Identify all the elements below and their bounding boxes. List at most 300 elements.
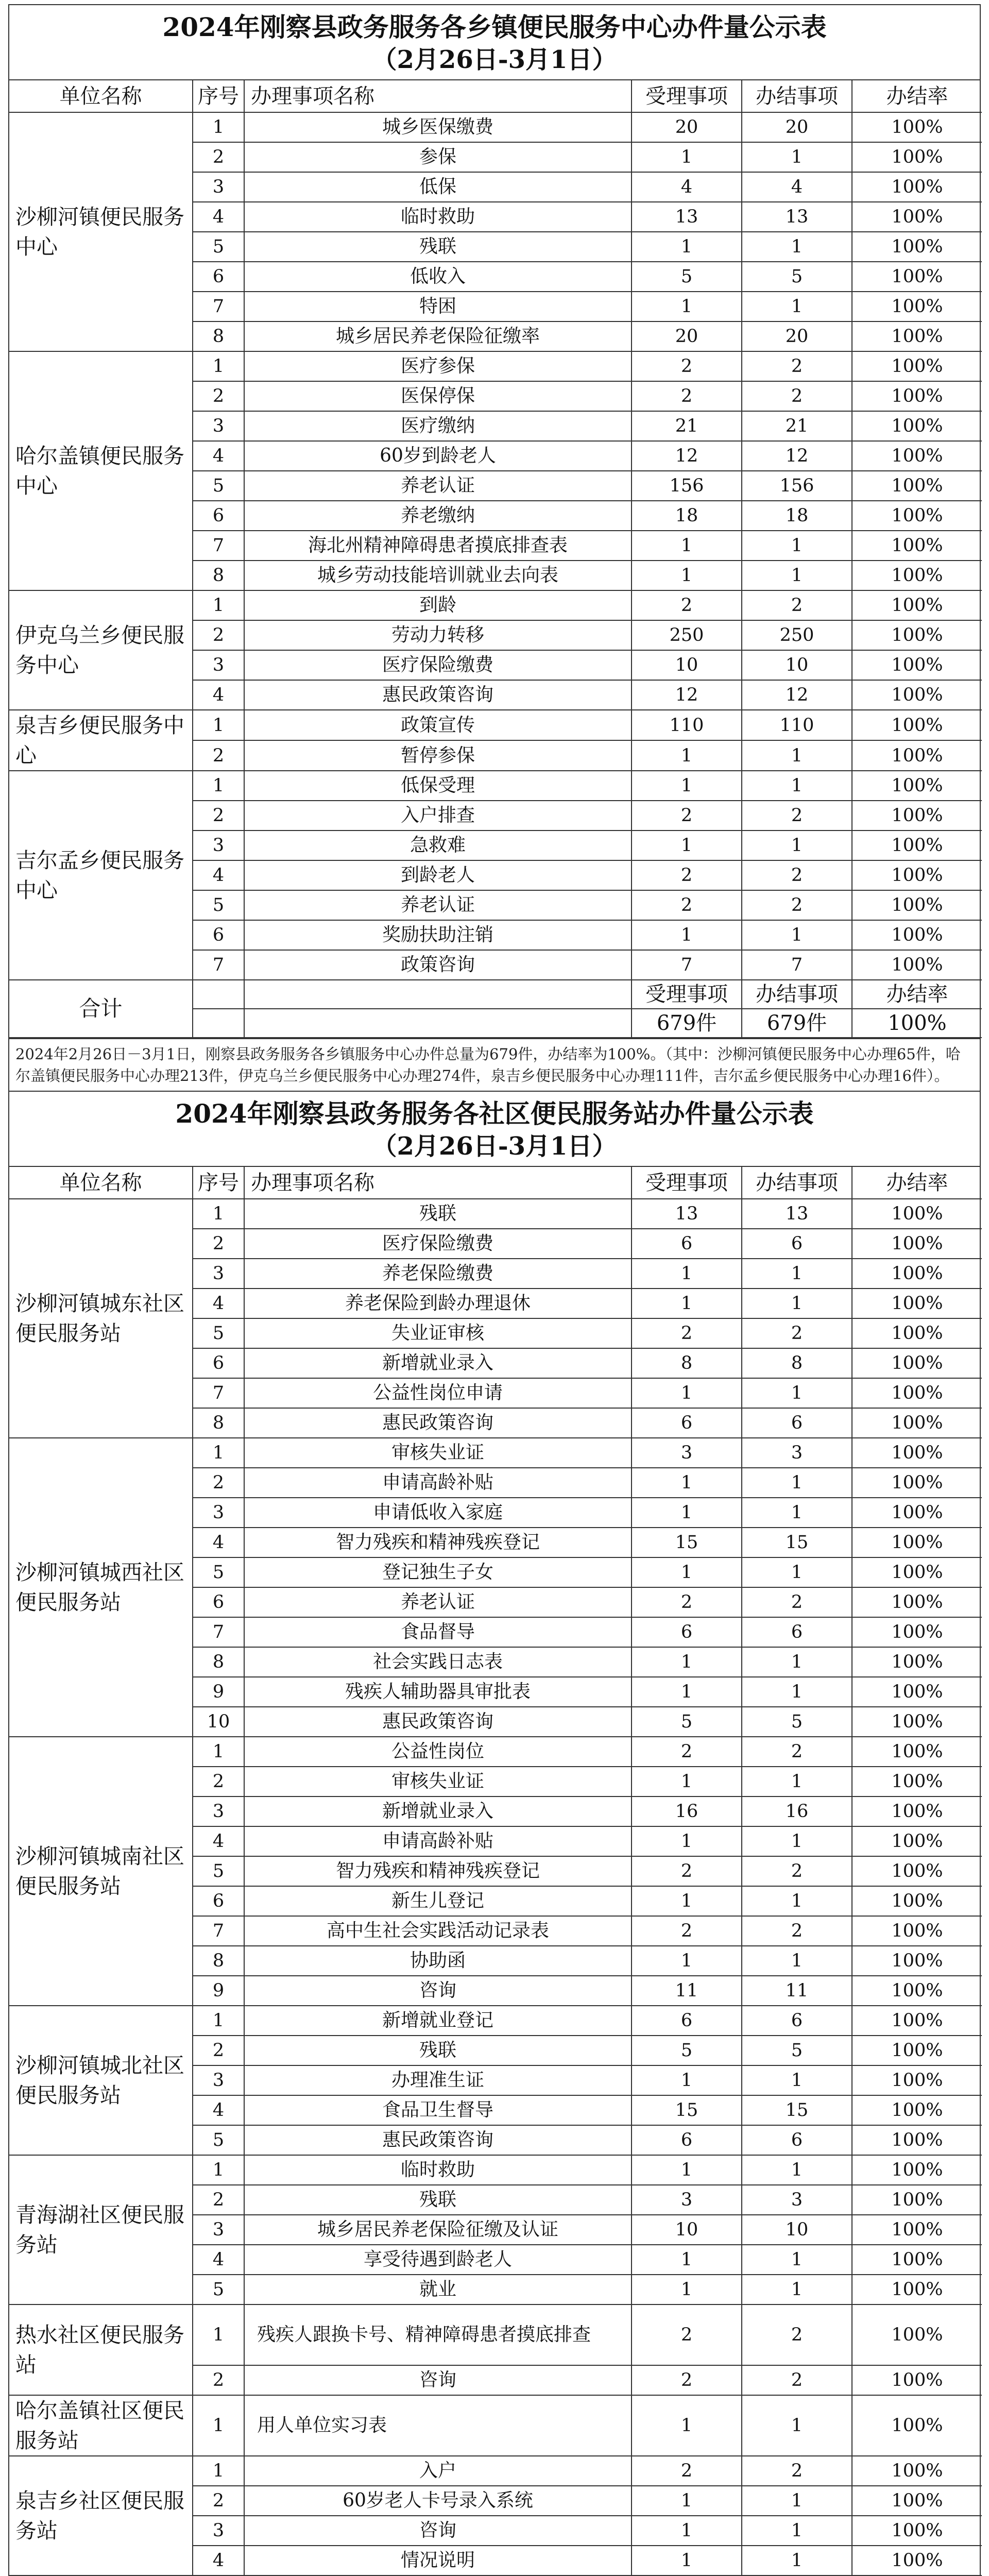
completion-rate: 100% <box>852 1528 982 1557</box>
accepted-count: 1 <box>632 1826 742 1856</box>
item-name: 失业证审核 <box>244 1318 632 1348</box>
accepted-count: 18 <box>632 501 742 531</box>
row-number: 7 <box>193 950 244 980</box>
row-number: 2 <box>193 1229 244 1259</box>
completed-count: 110 <box>742 710 852 740</box>
accepted-count: 1 <box>632 831 742 860</box>
header-rate: 办结率 <box>852 1167 982 1199</box>
completed-count: 13 <box>742 1199 852 1229</box>
completed-count: 5 <box>742 1707 852 1737</box>
accepted-count: 250 <box>632 620 742 650</box>
completed-count: 6 <box>742 2006 852 2036</box>
accepted-count: 21 <box>632 411 742 441</box>
unit-name: 伊克乌兰乡便民服务中心 <box>9 590 193 710</box>
completion-rate: 100% <box>852 1737 982 1767</box>
completed-count: 10 <box>742 650 852 680</box>
row-number: 1 <box>193 590 244 620</box>
row-number: 6 <box>193 262 244 292</box>
accepted-count: 5 <box>632 1707 742 1737</box>
item-name: 享受待遇到龄老人 <box>244 2245 632 2275</box>
total-label: 合计 <box>9 980 193 1038</box>
completed-count: 6 <box>742 1408 852 1438</box>
header-no: 序号 <box>193 80 244 112</box>
accepted-count: 2 <box>632 590 742 620</box>
completion-rate: 100% <box>852 292 982 321</box>
item-name: 社会实践日志表 <box>244 1647 632 1677</box>
item-name: 智力残疾和精神残疾登记 <box>244 1856 632 1886</box>
completed-count: 2 <box>742 2456 852 2486</box>
row-number: 7 <box>193 1916 244 1946</box>
row-number: 7 <box>193 531 244 561</box>
row-number: 1 <box>193 771 244 801</box>
row-number: 5 <box>193 1318 244 1348</box>
row-number: 3 <box>193 1498 244 1528</box>
row-number: 6 <box>193 1587 244 1617</box>
completed-count: 6 <box>742 1617 852 1647</box>
total-header-row <box>9 980 982 1009</box>
completion-rate: 100% <box>852 2456 982 2486</box>
completed-count: 2 <box>742 1856 852 1886</box>
accepted-count: 2 <box>632 801 742 831</box>
row-number: 4 <box>193 1289 244 1318</box>
completed-count: 1 <box>742 1677 852 1707</box>
completion-rate: 100% <box>852 262 982 292</box>
accepted-count: 20 <box>632 112 742 142</box>
row-number: 2 <box>193 2036 244 2065</box>
completed-count: 1 <box>742 831 852 860</box>
completed-count: 15 <box>742 2095 852 2125</box>
unit-name: 吉尔孟乡便民服务中心 <box>9 771 193 980</box>
accepted-count: 2 <box>632 860 742 890</box>
completed-count: 1 <box>742 2275 852 2304</box>
completed-count: 21 <box>742 411 852 441</box>
item-name: 智力残疾和精神残疾登记 <box>244 1528 632 1557</box>
row-number: 4 <box>193 441 244 471</box>
completion-rate: 100% <box>852 1259 982 1289</box>
item-name: 暂停参保 <box>244 740 632 771</box>
accepted-count: 2 <box>632 2456 742 2486</box>
accepted-count: 1 <box>632 1259 742 1289</box>
completed-count: 1 <box>742 920 852 950</box>
completion-rate: 100% <box>852 1348 982 1378</box>
item-name: 到龄老人 <box>244 860 632 890</box>
row-number: 7 <box>193 1378 244 1408</box>
table-row <box>9 351 982 381</box>
community-station-table <box>9 1167 982 2576</box>
row-number: 5 <box>193 1856 244 1886</box>
row-number: 8 <box>193 321 244 351</box>
completion-rate: 100% <box>852 1557 982 1587</box>
completed-count: 5 <box>742 2036 852 2065</box>
accepted-count: 1 <box>632 1498 742 1528</box>
completed-count: 6 <box>742 2125 852 2155</box>
table-row <box>9 2304 982 2365</box>
completion-rate: 100% <box>852 1498 982 1528</box>
accepted-count: 1 <box>632 1289 742 1318</box>
completion-rate: 100% <box>852 890 982 920</box>
completion-rate: 100% <box>852 1617 982 1647</box>
table-row <box>9 771 982 801</box>
item-name: 残疾人辅助器具审批表 <box>244 1677 632 1707</box>
item-name: 城乡居民养老保险征缴率 <box>244 321 632 351</box>
item-name: 食品卫生督导 <box>244 2095 632 2125</box>
accepted-count: 2 <box>632 1916 742 1946</box>
header-accepted: 受理事项 <box>632 1167 742 1199</box>
completed-count: 3 <box>742 1438 852 1468</box>
completion-rate: 100% <box>852 1229 982 1259</box>
accepted-count: 1 <box>632 1677 742 1707</box>
accepted-count: 1 <box>632 2395 742 2456</box>
row-number: 5 <box>193 1557 244 1587</box>
accepted-count: 1 <box>632 1886 742 1916</box>
accepted-count: 1 <box>632 1647 742 1677</box>
item-name: 医疗缴纳 <box>244 411 632 441</box>
row-number: 5 <box>193 471 244 501</box>
row-number: 3 <box>193 411 244 441</box>
completion-rate: 100% <box>852 860 982 890</box>
unit-name: 哈尔盖镇社区便民服务站 <box>9 2395 193 2456</box>
item-name: 残联 <box>244 1199 632 1229</box>
completion-rate: 100% <box>852 710 982 740</box>
accepted-count: 2 <box>632 2304 742 2365</box>
completion-rate: 100% <box>852 950 982 980</box>
accepted-count: 6 <box>632 1229 742 1259</box>
completion-rate: 100% <box>852 471 982 501</box>
completion-rate: 100% <box>852 1408 982 1438</box>
township-center-table-section <box>8 4 981 1092</box>
row-number: 2 <box>193 740 244 771</box>
completed-count: 1 <box>742 740 852 771</box>
table2-subtitle: （2月26日-3月1日） <box>372 1132 617 1161</box>
completed-count: 1 <box>742 1946 852 1976</box>
header-item: 办理事项名称 <box>244 1167 632 1199</box>
item-name: 咨询 <box>244 2365 632 2395</box>
accepted-count: 2 <box>632 1737 742 1767</box>
completion-rate: 100% <box>852 561 982 590</box>
row-number: 3 <box>193 1259 244 1289</box>
row-number: 6 <box>193 1348 244 1378</box>
accepted-count: 2 <box>632 381 742 411</box>
row-number: 3 <box>193 1797 244 1826</box>
completion-rate: 100% <box>852 650 982 680</box>
accepted-count: 6 <box>632 1617 742 1647</box>
item-name: 医保停保 <box>244 381 632 411</box>
table-row <box>9 2395 982 2456</box>
total-accepted-header: 受理事项 <box>632 980 742 1009</box>
accepted-count: 2 <box>632 1856 742 1886</box>
row-number: 9 <box>193 1976 244 2006</box>
completion-rate: 100% <box>852 1199 982 1229</box>
completion-rate: 100% <box>852 411 982 441</box>
row-number: 3 <box>193 2215 244 2245</box>
row-number: 7 <box>193 292 244 321</box>
row-number: 2 <box>193 2486 244 2516</box>
table1-note: 2024年2月26日－3月1日，刚察县政务服务各乡镇服务中心办件总量为679件，办结率为100%。（其中：沙柳河镇便民服务中心办理65件，哈尔盖镇便民服务中心办理213件，伊克乌兰乡便民服务中心办理274件，泉吉乡便民服务中心办理111件，吉尔孟乡便民服务中心办理16件）。 <box>9 1038 980 1091</box>
row-number: 5 <box>193 2125 244 2155</box>
item-name: 急救难 <box>244 831 632 860</box>
header-accepted: 受理事项 <box>632 80 742 112</box>
row-number: 4 <box>193 860 244 890</box>
accepted-count: 8 <box>632 1348 742 1378</box>
row-number: 1 <box>193 112 244 142</box>
row-number: 8 <box>193 561 244 590</box>
total-blank <box>244 980 632 1009</box>
table1-title-block <box>9 5 980 80</box>
table-row <box>9 1199 982 1229</box>
table1-title: 2024年刚察县政务服务各乡镇便民服务中心办件量公示表 <box>162 12 827 42</box>
completion-rate: 100% <box>852 680 982 710</box>
header-no: 序号 <box>193 1167 244 1199</box>
item-name: 60岁到龄老人 <box>244 441 632 471</box>
accepted-count: 6 <box>632 2125 742 2155</box>
item-name: 登记独生子女 <box>244 1557 632 1587</box>
accepted-count: 2 <box>632 2365 742 2395</box>
completed-count: 1 <box>742 1498 852 1528</box>
completion-rate: 100% <box>852 2036 982 2065</box>
completion-rate: 100% <box>852 2395 982 2456</box>
item-name: 低保受理 <box>244 771 632 801</box>
completed-count: 2 <box>742 890 852 920</box>
completed-count: 2 <box>742 801 852 831</box>
accepted-count: 6 <box>632 2006 742 2036</box>
completion-rate: 100% <box>852 2546 982 2575</box>
total-accepted: 679件 <box>632 1009 742 1038</box>
completed-count: 1 <box>742 142 852 172</box>
item-name: 申请高龄补贴 <box>244 1826 632 1856</box>
accepted-count: 11 <box>632 1976 742 2006</box>
completed-count: 1 <box>742 531 852 561</box>
completed-count: 7 <box>742 950 852 980</box>
accepted-count: 6 <box>632 1408 742 1438</box>
item-name: 惠民政策咨询 <box>244 2125 632 2155</box>
accepted-count: 10 <box>632 650 742 680</box>
item-name: 协助函 <box>244 1946 632 1976</box>
header-unit: 单位名称 <box>9 80 193 112</box>
item-name: 城乡居民养老保险征缴及认证 <box>244 2215 632 2245</box>
accepted-count: 1 <box>632 1468 742 1498</box>
row-number: 8 <box>193 1946 244 1976</box>
item-name: 政策宣传 <box>244 710 632 740</box>
completion-rate: 100% <box>852 1677 982 1707</box>
completion-rate: 100% <box>852 142 982 172</box>
accepted-count: 10 <box>632 2215 742 2245</box>
item-name: 残疾人跟换卡号、精神障碍患者摸底排查 <box>244 2304 632 2365</box>
row-number: 4 <box>193 1826 244 1856</box>
item-name: 低保 <box>244 172 632 202</box>
row-number: 10 <box>193 1707 244 1737</box>
accepted-count: 2 <box>632 1318 742 1348</box>
completed-count: 1 <box>742 561 852 590</box>
completed-count: 8 <box>742 1348 852 1378</box>
accepted-count: 1 <box>632 2065 742 2095</box>
completed-count: 2 <box>742 860 852 890</box>
item-name: 养老缴纳 <box>244 501 632 531</box>
completed-count: 1 <box>742 1886 852 1916</box>
total-blank <box>244 1009 632 1038</box>
completion-rate: 100% <box>852 2365 982 2395</box>
completion-rate: 100% <box>852 1826 982 1856</box>
total-blank <box>193 1009 244 1038</box>
item-name: 惠民政策咨询 <box>244 1408 632 1438</box>
item-name: 残联 <box>244 2185 632 2215</box>
completed-count: 2 <box>742 2365 852 2395</box>
unit-name: 沙柳河镇城南社区便民服务站 <box>9 1737 193 2006</box>
row-number: 4 <box>193 2095 244 2125</box>
completed-count: 156 <box>742 471 852 501</box>
accepted-count: 1 <box>632 1557 742 1587</box>
completed-count: 1 <box>742 292 852 321</box>
completed-count: 10 <box>742 2215 852 2245</box>
item-name: 参保 <box>244 142 632 172</box>
accepted-count: 15 <box>632 2095 742 2125</box>
table-row <box>9 1438 982 1468</box>
row-number: 6 <box>193 1886 244 1916</box>
completed-count: 1 <box>742 2546 852 2575</box>
accepted-count: 1 <box>632 1767 742 1797</box>
completion-rate: 100% <box>852 2125 982 2155</box>
completion-rate: 100% <box>852 1976 982 2006</box>
completion-rate: 100% <box>852 2155 982 2185</box>
row-number: 6 <box>193 920 244 950</box>
completion-rate: 100% <box>852 2065 982 2095</box>
item-name: 就业 <box>244 2275 632 2304</box>
completion-rate: 100% <box>852 501 982 531</box>
item-name: 残联 <box>244 2036 632 2065</box>
item-name: 低收入 <box>244 262 632 292</box>
accepted-count: 1 <box>632 2155 742 2185</box>
completed-count: 1 <box>742 1378 852 1408</box>
row-number: 5 <box>193 2275 244 2304</box>
row-number: 2 <box>193 1767 244 1797</box>
completion-rate: 100% <box>852 1468 982 1498</box>
completed-count: 12 <box>742 680 852 710</box>
table1-subtitle: （2月26日-3月1日） <box>372 45 617 74</box>
item-name: 咨询 <box>244 2516 632 2546</box>
completed-count: 250 <box>742 620 852 650</box>
completed-count: 4 <box>742 172 852 202</box>
completion-rate: 100% <box>852 2486 982 2516</box>
accepted-count: 12 <box>632 441 742 471</box>
item-name: 惠民政策咨询 <box>244 680 632 710</box>
completed-count: 12 <box>742 441 852 471</box>
accepted-count: 1 <box>632 1378 742 1408</box>
completed-count: 2 <box>742 351 852 381</box>
row-number: 1 <box>193 710 244 740</box>
completed-count: 2 <box>742 1737 852 1767</box>
accepted-count: 1 <box>632 2245 742 2275</box>
row-number: 3 <box>193 831 244 860</box>
item-name: 城乡劳动技能培训就业去向表 <box>244 561 632 590</box>
row-number: 1 <box>193 351 244 381</box>
table1-header-row <box>9 80 982 112</box>
row-number: 1 <box>193 1199 244 1229</box>
township-center-table <box>9 80 982 1038</box>
item-name: 养老保险到龄办理退休 <box>244 1289 632 1318</box>
completion-rate: 100% <box>852 1767 982 1797</box>
completion-rate: 100% <box>852 2245 982 2275</box>
accepted-count: 1 <box>632 1946 742 1976</box>
completion-rate: 100% <box>852 1587 982 1617</box>
table-row <box>9 2155 982 2185</box>
completed-count: 15 <box>742 1528 852 1557</box>
completion-rate: 100% <box>852 1647 982 1677</box>
completed-count: 1 <box>742 2065 852 2095</box>
header-completed: 办结事项 <box>742 1167 852 1199</box>
total-rate: 100% <box>852 1009 982 1038</box>
row-number: 8 <box>193 1647 244 1677</box>
accepted-count: 3 <box>632 2185 742 2215</box>
completed-count: 1 <box>742 232 852 262</box>
row-number: 1 <box>193 1438 244 1468</box>
row-number: 6 <box>193 501 244 531</box>
row-number: 2 <box>193 381 244 411</box>
total-completed: 679件 <box>742 1009 852 1038</box>
accepted-count: 7 <box>632 950 742 980</box>
table2-title-block <box>9 1092 980 1167</box>
accepted-count: 1 <box>632 531 742 561</box>
row-number: 4 <box>193 2546 244 2575</box>
item-name: 高中生社会实践活动记录表 <box>244 1916 632 1946</box>
item-name: 申请低收入家庭 <box>244 1498 632 1528</box>
header-rate: 办结率 <box>852 80 982 112</box>
accepted-count: 3 <box>632 1438 742 1468</box>
row-number: 5 <box>193 890 244 920</box>
item-name: 海北州精神障碍患者摸底排查表 <box>244 531 632 561</box>
accepted-count: 2 <box>632 890 742 920</box>
completed-count: 1 <box>742 1468 852 1498</box>
table-row <box>9 2456 982 2486</box>
table2-body <box>9 1167 982 2576</box>
completion-rate: 100% <box>852 232 982 262</box>
item-name: 公益性岗位 <box>244 1737 632 1767</box>
completed-count: 2 <box>742 1916 852 1946</box>
accepted-count: 16 <box>632 1797 742 1826</box>
item-name: 奖励扶助注销 <box>244 920 632 950</box>
row-number: 2 <box>193 142 244 172</box>
item-name: 医疗保险缴费 <box>244 1229 632 1259</box>
header-completed: 办结事项 <box>742 80 852 112</box>
row-number: 2 <box>193 801 244 831</box>
row-number: 2 <box>193 620 244 650</box>
completion-rate: 100% <box>852 321 982 351</box>
completion-rate: 100% <box>852 2275 982 2304</box>
accepted-count: 2 <box>632 1587 742 1617</box>
table2-title: 2024年刚察县政务服务各社区便民服务站办件量公示表 <box>175 1098 814 1129</box>
item-name: 医疗参保 <box>244 351 632 381</box>
table-row <box>9 1737 982 1767</box>
completed-count: 1 <box>742 1557 852 1587</box>
unit-name: 沙柳河镇便民服务中心 <box>9 112 193 351</box>
community-station-table-section <box>8 1092 981 2576</box>
table-row <box>9 112 982 142</box>
unit-name: 沙柳河镇城东社区便民服务站 <box>9 1199 193 1438</box>
completion-rate: 100% <box>852 381 982 411</box>
accepted-count: 5 <box>632 262 742 292</box>
row-number: 4 <box>193 202 244 232</box>
completed-count: 2 <box>742 2304 852 2365</box>
item-name: 办理准生证 <box>244 2065 632 2095</box>
row-number: 3 <box>193 650 244 680</box>
completed-count: 1 <box>742 2155 852 2185</box>
table-row <box>9 590 982 620</box>
item-name: 养老认证 <box>244 471 632 501</box>
completed-count: 20 <box>742 112 852 142</box>
completion-rate: 100% <box>852 920 982 950</box>
unit-name: 沙柳河镇城北社区便民服务站 <box>9 2006 193 2155</box>
completion-rate: 100% <box>852 2006 982 2036</box>
completed-count: 2 <box>742 1587 852 1617</box>
item-name: 审核失业证 <box>244 1767 632 1797</box>
